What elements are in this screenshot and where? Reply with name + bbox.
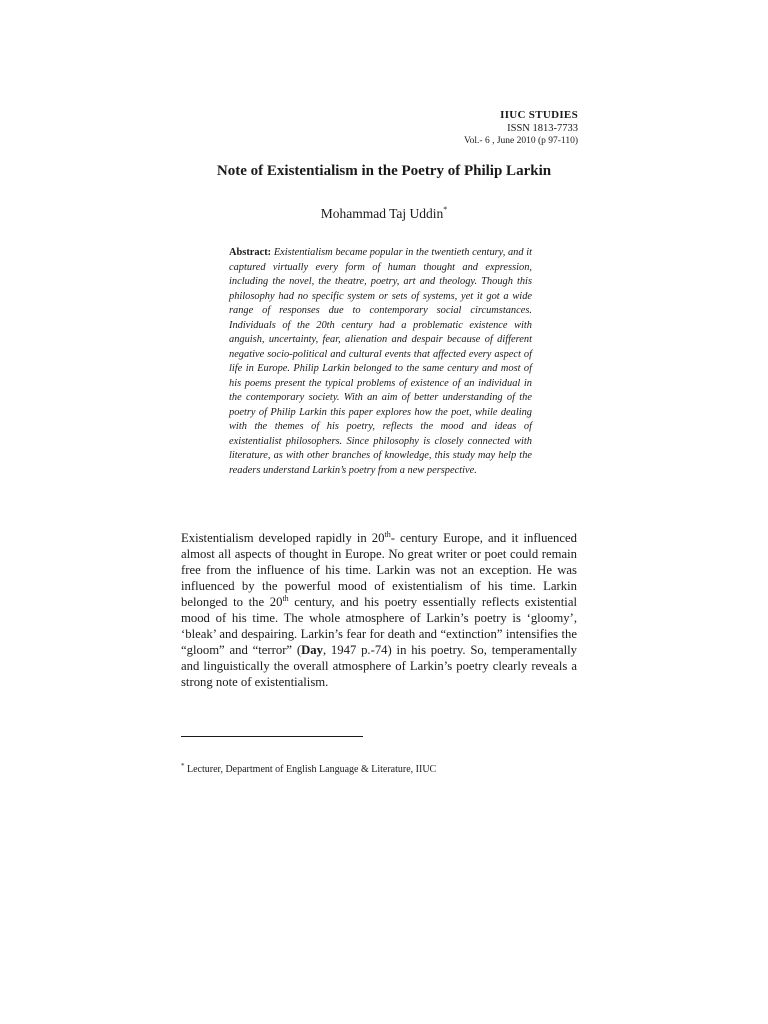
paper-title: Note of Existentialism in the Poetry of Philip Larkin bbox=[216, 163, 552, 179]
journal-name: IIUC STUDIES bbox=[500, 109, 578, 121]
body-paragraph bbox=[181, 530, 577, 690]
journal-header bbox=[464, 108, 578, 148]
citation-day: Day bbox=[301, 643, 323, 657]
ordinal-suffix-1: th bbox=[384, 530, 391, 539]
abstract-label: Abstract: bbox=[229, 247, 272, 258]
footnote-text: Lecturer, Department of English Language & Literature, IIUC bbox=[184, 764, 437, 775]
body-text-4: , 1947 p.-74) in his poetry. So, temperamentally and linguistically the overall atmosphere of Larkin’s poetry clearly reveals a strong note of existentialism. bbox=[181, 643, 577, 689]
abstract-text: Existentialism became popular in the twentieth century, and it captured virtually every form of human thought and expression, including the novel, the theatre, poetry, art and theology. Though this philosophy had no specific system or sets of systems, yet it got a wide range of responses due to contemporary social circumstances. Individuals of the 20th century had a problematic existence with anguish, uncertainty, fear, alienation and despair because of different negative socio-political and cultural events that affected every aspect of life in Europe. Philip Larkin belonged to the same century and most of his poems present the typical problems of existence of an individual in the contemporary society. With an aim of better understanding of the poetry of Philip Larkin this paper explores how the poet, while dealing with the themes of his poetry, reflects the mood and ideas of existentialist philosophers. Since philosophy is closely connected with literature, as with other branches of knowledge, this study may help the readers understand Larkin’s poetry from a new perspective. bbox=[229, 247, 532, 476]
journal-volume: Vol.- 6 , June 2010 (p 97-110) bbox=[464, 136, 578, 146]
footnote-mark: * bbox=[181, 762, 185, 770]
body-text-1: Existentialism developed rapidly in 20 bbox=[181, 531, 385, 545]
ordinal-suffix-2: th bbox=[282, 594, 289, 603]
body-text-2: - century Europe, and it influenced almost all aspects of thought in Europe. No great writer or poet could remain free from the influence of his time. Larkin was not an exception. He was influenced by the powerful mood of existentialism of his time. Larkin belonged to the 20 bbox=[181, 531, 577, 609]
footnote bbox=[181, 760, 436, 776]
author-name: Mohammad Taj Uddin bbox=[320, 206, 444, 221]
journal-issn: ISSN 1813-7733 bbox=[507, 123, 578, 134]
author-line bbox=[0, 205, 768, 222]
body-text-3: century, and his poetry essentially reflects existential mood of his time. The whole atmosphere of Larkin’s poetry is ‘gloomy’, ‘bleak’ and despairing. Larkin’s fear for death and “extinction” intensifies the “gloom” and “terror” ( bbox=[181, 595, 577, 657]
footnote-rule bbox=[181, 736, 363, 737]
author-footnote-mark: * bbox=[443, 205, 448, 214]
abstract bbox=[229, 246, 532, 478]
